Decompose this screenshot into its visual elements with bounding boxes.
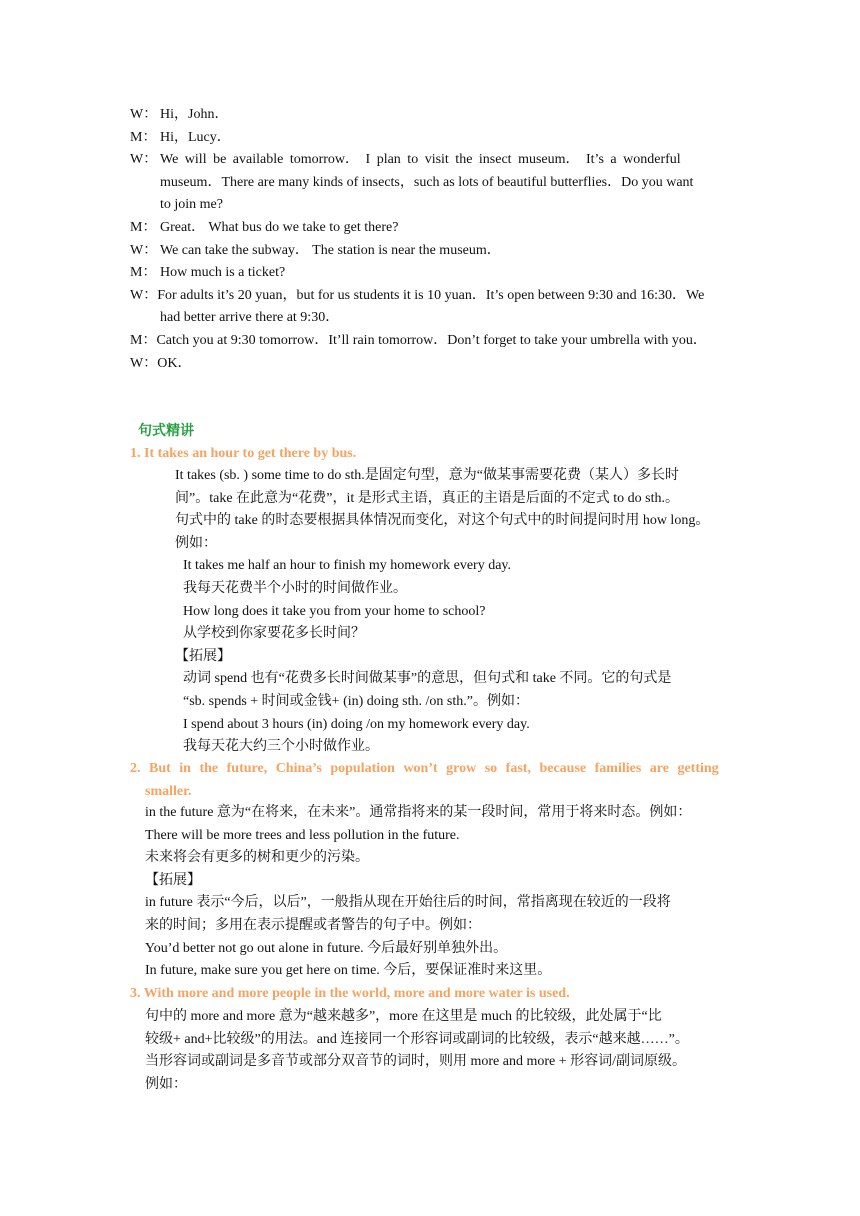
dialogue-line: Great． What bus do we take to get there? xyxy=(160,219,399,235)
dialogue-line xyxy=(130,285,730,308)
dialogue-turn xyxy=(130,217,730,240)
example-line: There will be more trees and less pollution in the future. xyxy=(145,827,460,843)
point-1-body xyxy=(175,465,740,759)
expand-line: 动词 spend 也有“花费多长时间做某事”的意思，但句式和 take 不同。它的句式是 xyxy=(183,671,672,687)
example-line: 我每天花费半个小时的时间做作业。 xyxy=(183,580,407,596)
example-line: How long does it take you from your home to school? xyxy=(183,603,486,619)
dialogue-line: Hi，John． xyxy=(160,107,229,122)
explanation-line: It takes (sb. ) some time to do sth.是固定句型，意为“做某事需要花费（某人）多长时 xyxy=(175,468,679,483)
example-line: In future, make sure you get here on time. 今后，要保证准时来这里。 xyxy=(145,963,552,979)
dialogue-turn xyxy=(130,149,730,217)
speaker-label: M： xyxy=(130,265,157,281)
expand-line: “sb. spends + 时间或金钱+ (in) doing sth. /on sth.”。例如： xyxy=(183,693,529,709)
dialogue-text: For adults it’s 20 yuan，but for us students it is 10 yuan．It’s open between 9:30 and 16:30．We xyxy=(157,287,705,303)
speaker-label: M： xyxy=(130,129,157,145)
example-line: I spend about 3 hours (in) doing /on my homework every day. xyxy=(183,716,530,732)
dialogue-line: How much is a ticket? xyxy=(160,265,286,281)
point-3-title: 3. With more and more people in the world, more and more water is used. xyxy=(130,986,570,1001)
explanation-line: 例如： xyxy=(145,1076,187,1092)
dialogue-turn xyxy=(130,285,730,330)
speaker-label: W： xyxy=(130,242,158,258)
example-line: 我每天花大约三个小时做作业。 xyxy=(183,739,379,755)
expand-label: 【拓展】 xyxy=(145,872,201,888)
dialogue-turn xyxy=(130,262,730,285)
dialogue-turn xyxy=(130,240,730,263)
dialogue xyxy=(130,104,730,375)
speaker-label: W： xyxy=(130,287,158,303)
dialogue-line xyxy=(130,353,730,376)
explanation-line: 当形容词或副词是多音节或部分双音节的词时，则用 more and more + 形容词/副词原级。 xyxy=(145,1054,687,1070)
dialogue-turn xyxy=(130,127,730,150)
dialogue-turn xyxy=(130,353,730,376)
speaker-label: M： xyxy=(130,332,157,348)
point-2-body xyxy=(145,802,735,983)
speaker-label: W： xyxy=(130,107,158,122)
point-1-title: 1. It takes an hour to get there by bus. xyxy=(130,446,357,461)
dialogue-line: Hi，Lucy． xyxy=(160,129,231,145)
speaker-label: W： xyxy=(130,152,158,168)
example-line: It takes me half an hour to finish my homework every day. xyxy=(183,558,512,574)
point-2-title xyxy=(130,758,730,803)
dialogue-line: to join me? xyxy=(160,197,223,213)
explanation-line: 例如： xyxy=(175,535,217,551)
explanation-line: 句式中的 take 的时态要根据具体情况而变化，对这个句式中的时间提问时用 how long。 xyxy=(175,513,710,529)
explanation-line: 间”。take 在此意为“花费”，it 是形式主语，真正的主语是后面的不定式 to do sth.。 xyxy=(175,490,679,506)
point-3-body xyxy=(145,1006,735,1096)
dialogue-turn xyxy=(130,104,730,127)
explanation-line: 较级+ and+比较级”的用法。and 连接同一个形容词或副词的比较级，表示“越来越……”。 xyxy=(145,1031,689,1047)
title-line: smaller. xyxy=(145,783,192,799)
dialogue-line xyxy=(130,330,730,353)
section-title: 句式精讲 xyxy=(138,423,194,439)
speaker-label: M： xyxy=(130,219,157,235)
explanation-line: 来的时间；多用在表示提醒或者警告的句子中。例如： xyxy=(145,917,481,933)
dialogue-line: We will be available tomorrow． I plan to visit the insect museum． It’s a wonderful xyxy=(160,152,681,168)
example-line: 从学校到你家要花多长时间？ xyxy=(183,626,365,642)
dialogue-turn xyxy=(130,330,730,353)
title-line: 2. But in the future, China’s population won’t grow so fast, because families are getting xyxy=(130,761,719,776)
dialogue-text: OK． xyxy=(157,355,192,371)
speaker-label: W： xyxy=(130,355,158,371)
explanation-line: 句中的 more and more 意为“越来越多”，more 在这里是 much 的比较级，此处属于“比 xyxy=(145,1009,662,1024)
dialogue-text: Catch you at 9:30 tomorrow．It’ll rain tomorrow．Don’t forget to take your umbrella with you． xyxy=(156,332,707,348)
example-line: You’d better not go out alone in future. 今后最好别单独外出。 xyxy=(145,940,508,956)
dialogue-line: We can take the subway． The station is near the museum． xyxy=(160,242,501,258)
explanation-line: in the future 意为“在将来，在未来”。通常指将来的某一段时间，常用于将来时态。例如： xyxy=(145,805,692,820)
example-line: 未来将会有更多的树和更少的污染。 xyxy=(145,850,369,866)
expand-label: 【拓展】 xyxy=(175,648,231,664)
explanation-line: in future 表示“今后，以后”，一般指从现在开始往后的时间，常指离现在较近的一段将 xyxy=(145,895,671,911)
dialogue-line: museum．There are many kinds of insects，such as lots of beautiful butterflies．Do you want xyxy=(160,174,694,190)
dialogue-line: had better arrive there at 9:30． xyxy=(160,310,340,326)
